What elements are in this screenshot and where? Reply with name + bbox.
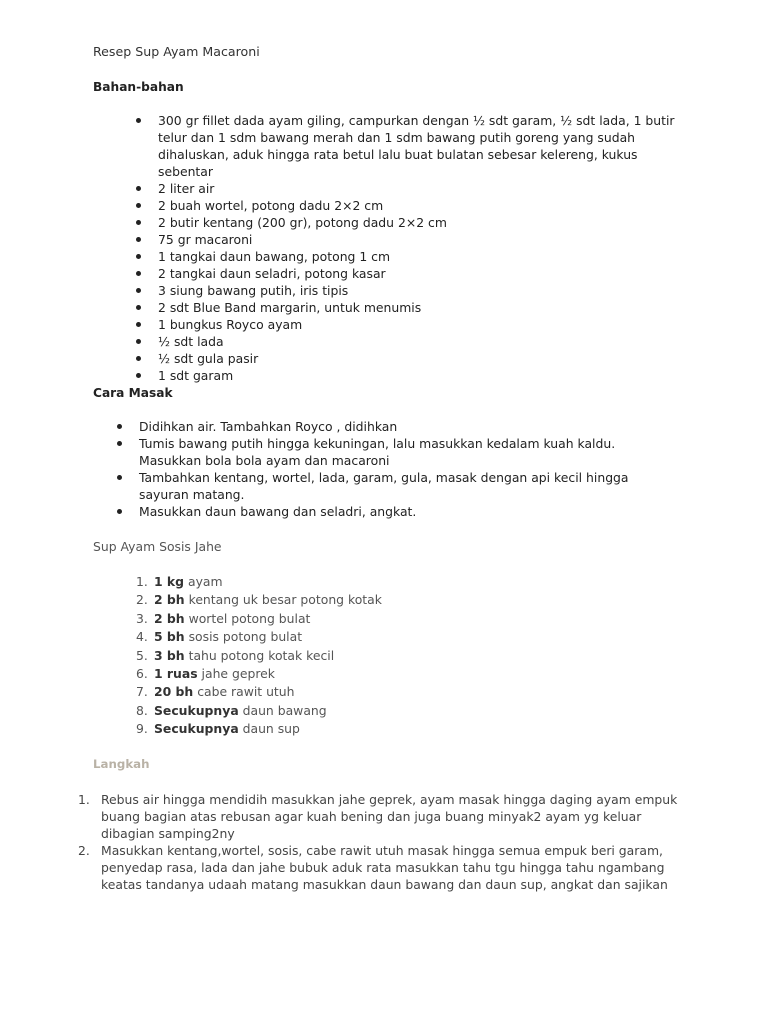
langkah-heading: Langkah xyxy=(93,757,150,771)
bullet-icon xyxy=(117,441,122,446)
list-item: 3. 2 bh wortel potong bulat xyxy=(136,610,311,626)
list-item: 2 tangkai daun seladri, potong kasar xyxy=(158,265,678,282)
bullet-icon xyxy=(136,356,141,361)
list-item: 1. Rebus air hingga mendidih masukkan jahe geprek, ayam masak hingga daging ayam empuk buang bagian atas rebusan agar kuah bening dan juga buang minyak2 ayam yg keluar dibagian samping2ny xyxy=(78,792,678,841)
bullet-icon xyxy=(136,118,141,123)
list-item: 8. Secukupnya daun bawang xyxy=(136,702,327,718)
list-item: Tambahkan kentang, wortel, lada, garam, gula, masak dengan api kecil hingga sayuran matang. xyxy=(139,469,679,503)
bullet-icon xyxy=(136,339,141,344)
list-item: Tumis bawang putih hingga kekuningan, lalu masukkan kedalam kuah kaldu. Masukkan bola bola ayam dan macaroni xyxy=(139,435,679,469)
bullet-icon xyxy=(136,305,141,310)
bullet-icon xyxy=(136,373,141,378)
list-item: 9. Secukupnya daun sup xyxy=(136,721,300,737)
bullet-icon xyxy=(136,254,141,259)
bullet-icon xyxy=(136,288,141,293)
list-item: ½ sdt gula pasir xyxy=(158,350,678,367)
ingredients-list xyxy=(136,573,536,739)
list-item: 75 gr macaroni xyxy=(158,231,678,248)
bullet-icon xyxy=(117,475,122,480)
bullet-icon xyxy=(136,203,141,208)
list-item: Masukkan daun bawang dan seladri, angkat. xyxy=(139,503,679,520)
bullet-icon xyxy=(136,186,141,191)
cara-list xyxy=(139,418,679,520)
list-item: 4. 5 bh sosis potong bulat xyxy=(136,629,303,645)
bullet-icon xyxy=(117,509,122,514)
list-item: 300 gr fillet dada ayam giling, campurkan dengan ½ sdt garam, ½ sdt lada, 1 butir telur dan 1 sdm bawang merah dan 1 sdm bawang putih goreng yang sudah dihaluskan, aduk hingga rata betul lalu buat bulatan sebesar kelereng, kukus sebentar xyxy=(158,112,678,180)
page-title: Resep Sup Ayam Macaroni xyxy=(93,44,260,59)
list-item: 1 bungkus Royco ayam xyxy=(158,316,678,333)
bullet-icon xyxy=(117,424,122,429)
list-item: 2 butir kentang (200 gr), potong dadu 2×2 cm xyxy=(158,214,678,231)
steps-list xyxy=(78,791,678,893)
bahan-list xyxy=(158,112,678,384)
list-item: 2 sdt Blue Band margarin, untuk menumis xyxy=(158,299,678,316)
bullet-icon xyxy=(136,322,141,327)
list-item: ½ sdt lada xyxy=(158,333,678,350)
list-item: 2 buah wortel, potong dadu 2×2 cm xyxy=(158,197,678,214)
list-item: 7. 20 bh cabe rawit utuh xyxy=(136,684,295,700)
section-subtitle: Sup Ayam Sosis Jahe xyxy=(93,539,222,554)
bullet-icon xyxy=(136,237,141,242)
list-item: 3 siung bawang putih, iris tipis xyxy=(158,282,678,299)
bullet-icon xyxy=(136,271,141,276)
cara-heading: Cara Masak xyxy=(93,386,173,400)
list-item: 1. 1 kg ayam xyxy=(136,574,223,589)
list-item: 5. 3 bh tahu potong kotak kecil xyxy=(136,647,335,663)
bahan-heading: Bahan-bahan xyxy=(93,80,184,94)
bullet-icon xyxy=(136,220,141,225)
list-item: 1 tangkai daun bawang, potong 1 cm xyxy=(158,248,678,265)
list-item: Didihkan air. Tambahkan Royco , didihkan xyxy=(139,418,679,435)
list-item: 6. 1 ruas jahe geprek xyxy=(136,666,275,682)
list-item: 2. Masukkan kentang,wortel, sosis, cabe rawit utuh masak hingga semua empuk beri garam, penyedap rasa, lada dan jahe bubuk aduk rata masukkan tahu tgu hingga tahu ngambang keatas tandanya udaah matang masukkan daun bawang dan daun sup, angkat dan sajikan xyxy=(78,843,668,892)
list-item: 2 liter air xyxy=(158,180,678,197)
list-item: 1 sdt garam xyxy=(158,367,678,384)
list-item: 2. 2 bh kentang uk besar potong kotak xyxy=(136,592,382,608)
